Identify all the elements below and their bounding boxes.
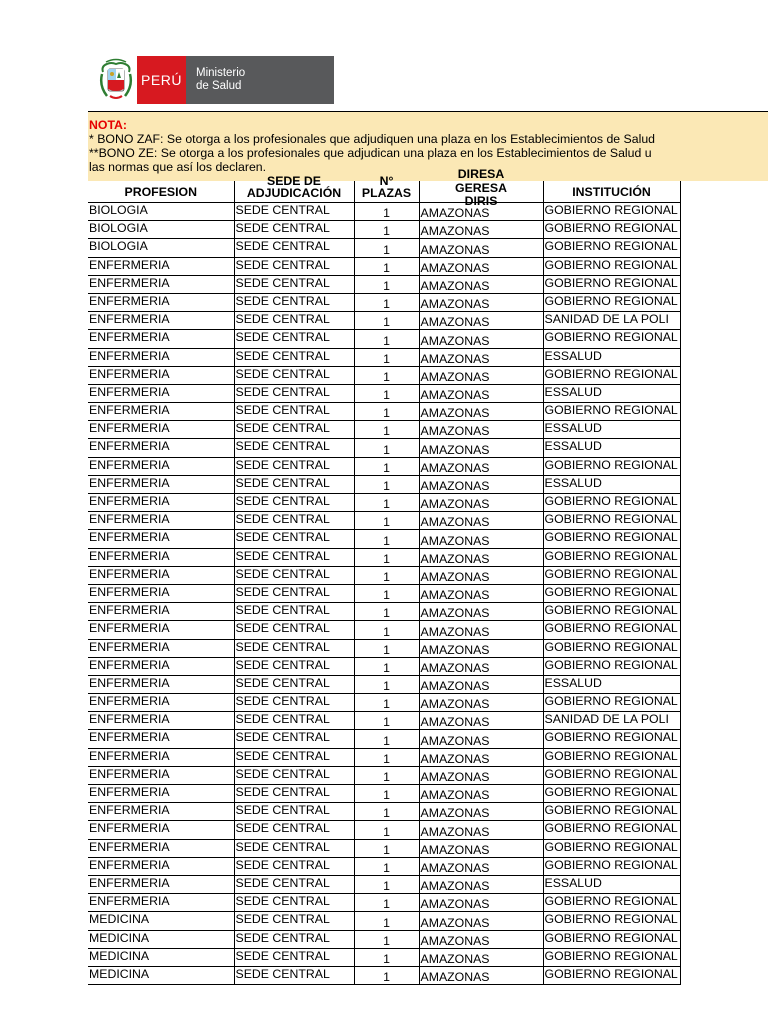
- table-row: [88, 785, 680, 803]
- cell-institucion: ESSALUD: [543, 348, 680, 366]
- cell-profesion: ENFERMERIA: [88, 821, 234, 839]
- cell-institucion: SANIDAD DE LA POLI: [543, 312, 680, 330]
- header-plazas-line-2: PLAZAS: [361, 186, 412, 200]
- cell-institucion: GOBIERNO REGIONAL: [543, 566, 680, 584]
- cell-diresa: AMAZONAS: [419, 875, 543, 893]
- cell-profesion: ENFERMERIA: [88, 494, 234, 512]
- cell-plazas: 1: [354, 584, 419, 602]
- cell-profesion: ENFERMERIA: [88, 803, 234, 821]
- cell-profesion: ENFERMERIA: [88, 748, 234, 766]
- cell-institucion: GOBIERNO REGIONAL: [543, 275, 680, 293]
- cell-diresa: AMAZONAS: [419, 494, 543, 512]
- cell-diresa: AMAZONAS: [419, 857, 543, 875]
- cell-sede: SEDE CENTRAL: [234, 712, 354, 730]
- cell-institucion: GOBIERNO REGIONAL: [543, 403, 680, 421]
- header-diresa-line-3: DIRIS: [464, 194, 498, 208]
- cell-plazas: 1: [354, 221, 419, 239]
- ministry-line-1: Ministerio: [196, 67, 246, 79]
- cell-plazas: 1: [354, 439, 419, 457]
- cell-profesion: ENFERMERIA: [88, 694, 234, 712]
- cell-institucion: GOBIERNO REGIONAL: [543, 766, 680, 784]
- cell-plazas: 1: [354, 712, 419, 730]
- ministry-line-2: de Salud: [196, 80, 242, 92]
- cell-plazas: 1: [354, 603, 419, 621]
- cell-plazas: 1: [354, 966, 419, 984]
- cell-institucion: GOBIERNO REGIONAL: [543, 730, 680, 748]
- cell-profesion: BIOLOGIA: [88, 239, 234, 257]
- note-line-1: * BONO ZAF: Se otorga a los profesionales que adjudiquen una plaza en los Establecimientos de Salud: [89, 132, 655, 146]
- cell-plazas: 1: [354, 748, 419, 766]
- cell-profesion: BIOLOGIA: [88, 203, 234, 221]
- table-row: [88, 584, 680, 602]
- table-row: [88, 494, 680, 512]
- cell-institucion: ESSALUD: [543, 675, 680, 693]
- cell-diresa: AMAZONAS: [419, 366, 543, 384]
- cell-institucion: GOBIERNO REGIONAL: [543, 821, 680, 839]
- table-row: [88, 203, 680, 221]
- cell-diresa: AMAZONAS: [419, 239, 543, 257]
- cell-plazas: 1: [354, 930, 419, 948]
- cell-sede: SEDE CENTRAL: [234, 330, 354, 348]
- cell-plazas: 1: [354, 621, 419, 639]
- cell-sede: SEDE CENTRAL: [234, 530, 354, 548]
- table-row: [88, 912, 680, 930]
- cell-sede: SEDE CENTRAL: [234, 930, 354, 948]
- table-row: [88, 548, 680, 566]
- cell-plazas: 1: [354, 203, 419, 221]
- cell-sede: SEDE CENTRAL: [234, 475, 354, 493]
- cell-diresa: AMAZONAS: [419, 384, 543, 402]
- table-row: [88, 275, 680, 293]
- table-row: [88, 475, 680, 493]
- cell-sede: SEDE CENTRAL: [234, 366, 354, 384]
- cell-diresa: AMAZONAS: [419, 548, 543, 566]
- cell-diresa: AMAZONAS: [419, 766, 543, 784]
- cell-institucion: GOBIERNO REGIONAL: [543, 966, 680, 984]
- cell-sede: SEDE CENTRAL: [234, 657, 354, 675]
- cell-sede: SEDE CENTRAL: [234, 639, 354, 657]
- cell-profesion: ENFERMERIA: [88, 330, 234, 348]
- cell-plazas: 1: [354, 293, 419, 311]
- cell-plazas: 1: [354, 312, 419, 330]
- cell-diresa: AMAZONAS: [419, 730, 543, 748]
- table-body: [88, 203, 680, 985]
- header-diresa-line-1: DIRESA: [457, 167, 505, 181]
- cell-plazas: 1: [354, 566, 419, 584]
- cell-institucion: GOBIERNO REGIONAL: [543, 603, 680, 621]
- table-row: [88, 639, 680, 657]
- table-row: [88, 439, 680, 457]
- cell-institucion: GOBIERNO REGIONAL: [543, 203, 680, 221]
- table-row: [88, 221, 680, 239]
- cell-sede: SEDE CENTRAL: [234, 421, 354, 439]
- cell-profesion: ENFERMERIA: [88, 530, 234, 548]
- cell-institucion: GOBIERNO REGIONAL: [543, 912, 680, 930]
- cell-sede: SEDE CENTRAL: [234, 494, 354, 512]
- cell-profesion: ENFERMERIA: [88, 348, 234, 366]
- cell-plazas: 1: [354, 839, 419, 857]
- cell-sede: SEDE CENTRAL: [234, 293, 354, 311]
- table-row: [88, 330, 680, 348]
- cell-plazas: 1: [354, 657, 419, 675]
- header-plazas-line-1: N°: [379, 174, 394, 188]
- cell-profesion: MEDICINA: [88, 948, 234, 966]
- cell-institucion: GOBIERNO REGIONAL: [543, 584, 680, 602]
- cell-profesion: ENFERMERIA: [88, 421, 234, 439]
- header-sede: [234, 174, 354, 203]
- cell-plazas: 1: [354, 548, 419, 566]
- cell-diresa: AMAZONAS: [419, 257, 543, 275]
- cell-sede: SEDE CENTRAL: [234, 875, 354, 893]
- cell-diresa: AMAZONAS: [419, 966, 543, 984]
- cell-plazas: 1: [354, 275, 419, 293]
- cell-plazas: 1: [354, 494, 419, 512]
- cell-profesion: ENFERMERIA: [88, 366, 234, 384]
- cell-institucion: GOBIERNO REGIONAL: [543, 530, 680, 548]
- cell-diresa: AMAZONAS: [419, 839, 543, 857]
- cell-profesion: ENFERMERIA: [88, 384, 234, 402]
- cell-diresa: AMAZONAS: [419, 621, 543, 639]
- cell-sede: SEDE CENTRAL: [234, 221, 354, 239]
- cell-plazas: 1: [354, 348, 419, 366]
- cell-profesion: ENFERMERIA: [88, 457, 234, 475]
- cell-profesion: ENFERMERIA: [88, 603, 234, 621]
- cell-profesion: BIOLOGIA: [88, 221, 234, 239]
- cell-plazas: 1: [354, 694, 419, 712]
- table-row: [88, 766, 680, 784]
- cell-profesion: ENFERMERIA: [88, 857, 234, 875]
- cell-sede: SEDE CENTRAL: [234, 548, 354, 566]
- cell-plazas: 1: [354, 403, 419, 421]
- cell-plazas: 1: [354, 639, 419, 657]
- cell-institucion: GOBIERNO REGIONAL: [543, 639, 680, 657]
- table-row: [88, 948, 680, 966]
- table-row: [88, 621, 680, 639]
- cell-institucion: GOBIERNO REGIONAL: [543, 512, 680, 530]
- cell-diresa: AMAZONAS: [419, 566, 543, 584]
- cell-diresa: AMAZONAS: [419, 712, 543, 730]
- table-row: [88, 857, 680, 875]
- cell-plazas: 1: [354, 766, 419, 784]
- cell-profesion: ENFERMERIA: [88, 584, 234, 602]
- table-row: [88, 403, 680, 421]
- cell-sede: SEDE CENTRAL: [234, 439, 354, 457]
- cell-plazas: 1: [354, 675, 419, 693]
- cell-diresa: AMAZONAS: [419, 748, 543, 766]
- cell-plazas: 1: [354, 730, 419, 748]
- cell-institucion: GOBIERNO REGIONAL: [543, 239, 680, 257]
- cell-institucion: GOBIERNO REGIONAL: [543, 293, 680, 311]
- cell-diresa: AMAZONAS: [419, 330, 543, 348]
- cell-sede: SEDE CENTRAL: [234, 748, 354, 766]
- cell-plazas: 1: [354, 875, 419, 893]
- table-row: [88, 421, 680, 439]
- cell-institucion: SANIDAD DE LA POLI: [543, 712, 680, 730]
- cell-institucion: GOBIERNO REGIONAL: [543, 548, 680, 566]
- cell-sede: SEDE CENTRAL: [234, 257, 354, 275]
- note-title: NOTA:: [89, 118, 128, 132]
- cell-diresa: AMAZONAS: [419, 912, 543, 930]
- cell-profesion: ENFERMERIA: [88, 875, 234, 893]
- cell-profesion: ENFERMERIA: [88, 712, 234, 730]
- cell-plazas: 1: [354, 257, 419, 275]
- cell-diresa: AMAZONAS: [419, 930, 543, 948]
- table-row: [88, 966, 680, 984]
- table-row: [88, 894, 680, 912]
- cell-diresa: AMAZONAS: [419, 948, 543, 966]
- table-row: [88, 603, 680, 621]
- cell-diresa: AMAZONAS: [419, 312, 543, 330]
- cell-plazas: 1: [354, 421, 419, 439]
- cell-institucion: GOBIERNO REGIONAL: [543, 839, 680, 857]
- cell-profesion: ENFERMERIA: [88, 403, 234, 421]
- table-row: [88, 748, 680, 766]
- cell-plazas: 1: [354, 366, 419, 384]
- cell-plazas: 1: [354, 330, 419, 348]
- cell-institucion: GOBIERNO REGIONAL: [543, 621, 680, 639]
- cell-diresa: AMAZONAS: [419, 894, 543, 912]
- cell-plazas: 1: [354, 475, 419, 493]
- cell-diresa: AMAZONAS: [419, 675, 543, 693]
- cell-profesion: ENFERMERIA: [88, 766, 234, 784]
- cell-profesion: MEDICINA: [88, 912, 234, 930]
- table-row: [88, 712, 680, 730]
- header-sede-line-1: SEDE DE: [267, 174, 321, 188]
- cell-sede: SEDE CENTRAL: [234, 948, 354, 966]
- cell-institucion: GOBIERNO REGIONAL: [543, 330, 680, 348]
- note-line-2: **BONO ZE: Se otorga a los profesionales que adjudican una plaza en los Establecimientos de Salud u: [89, 146, 652, 160]
- cell-profesion: MEDICINA: [88, 966, 234, 984]
- cell-profesion: ENFERMERIA: [88, 730, 234, 748]
- cell-plazas: 1: [354, 512, 419, 530]
- cell-diresa: AMAZONAS: [419, 221, 543, 239]
- cell-diresa: AMAZONAS: [419, 803, 543, 821]
- cell-institucion: ESSALUD: [543, 875, 680, 893]
- cell-institucion: GOBIERNO REGIONAL: [543, 894, 680, 912]
- cell-sede: SEDE CENTRAL: [234, 894, 354, 912]
- cell-sede: SEDE CENTRAL: [234, 730, 354, 748]
- cell-sede: SEDE CENTRAL: [234, 275, 354, 293]
- cell-profesion: ENFERMERIA: [88, 785, 234, 803]
- cell-institucion: GOBIERNO REGIONAL: [543, 857, 680, 875]
- cell-profesion: ENFERMERIA: [88, 639, 234, 657]
- cell-diresa: AMAZONAS: [419, 475, 543, 493]
- cell-sede: SEDE CENTRAL: [234, 584, 354, 602]
- cell-sede: SEDE CENTRAL: [234, 675, 354, 693]
- cell-diresa: AMAZONAS: [419, 275, 543, 293]
- cell-institucion: GOBIERNO REGIONAL: [543, 221, 680, 239]
- header-diresa: [419, 167, 543, 208]
- cell-diresa: AMAZONAS: [419, 603, 543, 621]
- cell-institucion: ESSALUD: [543, 475, 680, 493]
- cell-institucion: GOBIERNO REGIONAL: [543, 948, 680, 966]
- cell-profesion: ENFERMERIA: [88, 257, 234, 275]
- cell-profesion: ENFERMERIA: [88, 439, 234, 457]
- cell-sede: SEDE CENTRAL: [234, 694, 354, 712]
- ministry-label: [186, 56, 334, 104]
- cell-plazas: 1: [354, 239, 419, 257]
- cell-institucion: ESSALUD: [543, 384, 680, 402]
- cell-plazas: 1: [354, 803, 419, 821]
- cell-plazas: 1: [354, 785, 419, 803]
- table-row: [88, 348, 680, 366]
- cell-institucion: GOBIERNO REGIONAL: [543, 748, 680, 766]
- cell-profesion: ENFERMERIA: [88, 475, 234, 493]
- cell-profesion: ENFERMERIA: [88, 293, 234, 311]
- cell-sede: SEDE CENTRAL: [234, 766, 354, 784]
- cell-profesion: ENFERMERIA: [88, 894, 234, 912]
- table-row: [88, 875, 680, 893]
- cell-diresa: AMAZONAS: [419, 439, 543, 457]
- cell-institucion: GOBIERNO REGIONAL: [543, 657, 680, 675]
- cell-sede: SEDE CENTRAL: [234, 803, 354, 821]
- cell-diresa: AMAZONAS: [419, 785, 543, 803]
- cell-sede: SEDE CENTRAL: [234, 839, 354, 857]
- cell-profesion: ENFERMERIA: [88, 275, 234, 293]
- cell-diresa: AMAZONAS: [419, 694, 543, 712]
- cell-plazas: 1: [354, 530, 419, 548]
- cell-sede: SEDE CENTRAL: [234, 312, 354, 330]
- cell-diresa: AMAZONAS: [419, 348, 543, 366]
- cell-diresa: AMAZONAS: [419, 530, 543, 548]
- cell-institucion: GOBIERNO REGIONAL: [543, 257, 680, 275]
- table-row: [88, 312, 680, 330]
- table-row: [88, 930, 680, 948]
- cell-sede: SEDE CENTRAL: [234, 566, 354, 584]
- cell-diresa: AMAZONAS: [419, 639, 543, 657]
- cell-sede: SEDE CENTRAL: [234, 348, 354, 366]
- minsa-logo: [95, 56, 334, 104]
- cell-profesion: ENFERMERIA: [88, 839, 234, 857]
- header-institucion: INSTITUCIÓN: [543, 181, 680, 203]
- cell-institucion: GOBIERNO REGIONAL: [543, 366, 680, 384]
- table-row: [88, 675, 680, 693]
- cell-institucion: GOBIERNO REGIONAL: [543, 785, 680, 803]
- table-row: [88, 803, 680, 821]
- cell-institucion: GOBIERNO REGIONAL: [543, 457, 680, 475]
- cell-sede: SEDE CENTRAL: [234, 621, 354, 639]
- cell-sede: SEDE CENTRAL: [234, 384, 354, 402]
- table-row: [88, 384, 680, 402]
- cell-diresa: AMAZONAS: [419, 203, 543, 221]
- cell-sede: SEDE CENTRAL: [234, 785, 354, 803]
- table-row: [88, 530, 680, 548]
- cell-diresa: AMAZONAS: [419, 421, 543, 439]
- table-row: [88, 821, 680, 839]
- cell-sede: SEDE CENTRAL: [234, 457, 354, 475]
- table-row: [88, 257, 680, 275]
- cell-diresa: AMAZONAS: [419, 293, 543, 311]
- table-header-row: [88, 181, 680, 203]
- cell-profesion: ENFERMERIA: [88, 675, 234, 693]
- peru-coat-of-arms-icon: [95, 56, 137, 104]
- header-profesion: PROFESION: [88, 181, 234, 203]
- cell-sede: SEDE CENTRAL: [234, 403, 354, 421]
- cell-plazas: 1: [354, 821, 419, 839]
- cell-sede: SEDE CENTRAL: [234, 966, 354, 984]
- header-plazas: [354, 174, 419, 203]
- table-row: [88, 566, 680, 584]
- cell-plazas: 1: [354, 457, 419, 475]
- cell-profesion: ENFERMERIA: [88, 566, 234, 584]
- table-row: [88, 239, 680, 257]
- cell-diresa: AMAZONAS: [419, 657, 543, 675]
- header-diresa-line-2: GERESA: [455, 180, 507, 195]
- cell-institucion: GOBIERNO REGIONAL: [543, 803, 680, 821]
- cell-diresa: AMAZONAS: [419, 512, 543, 530]
- table-row: [88, 366, 680, 384]
- cell-institucion: ESSALUD: [543, 439, 680, 457]
- cell-diresa: AMAZONAS: [419, 584, 543, 602]
- cell-plazas: 1: [354, 948, 419, 966]
- table-row: [88, 694, 680, 712]
- peru-label: PERÚ: [137, 56, 186, 104]
- cell-sede: SEDE CENTRAL: [234, 821, 354, 839]
- cell-institucion: GOBIERNO REGIONAL: [543, 930, 680, 948]
- table-row: [88, 512, 680, 530]
- table-row: [88, 730, 680, 748]
- cell-diresa: AMAZONAS: [419, 457, 543, 475]
- cell-profesion: ENFERMERIA: [88, 548, 234, 566]
- note-line-3: las normas que así los declaren.: [89, 160, 267, 174]
- cell-profesion: ENFERMERIA: [88, 657, 234, 675]
- cell-sede: SEDE CENTRAL: [234, 203, 354, 221]
- cell-institucion: GOBIERNO REGIONAL: [543, 694, 680, 712]
- cell-diresa: AMAZONAS: [419, 403, 543, 421]
- cell-profesion: MEDICINA: [88, 930, 234, 948]
- cell-sede: SEDE CENTRAL: [234, 512, 354, 530]
- header-sede-line-2: ADJUDICACIÓN: [246, 186, 342, 200]
- cell-sede: SEDE CENTRAL: [234, 857, 354, 875]
- cell-institucion: ESSALUD: [543, 421, 680, 439]
- cell-sede: SEDE CENTRAL: [234, 603, 354, 621]
- cell-profesion: ENFERMERIA: [88, 512, 234, 530]
- table-row: [88, 839, 680, 857]
- cell-diresa: AMAZONAS: [419, 821, 543, 839]
- table-row: [88, 657, 680, 675]
- cell-profesion: ENFERMERIA: [88, 312, 234, 330]
- cell-plazas: 1: [354, 384, 419, 402]
- cell-plazas: 1: [354, 857, 419, 875]
- table-row: [88, 457, 680, 475]
- cell-plazas: 1: [354, 894, 419, 912]
- cell-plazas: 1: [354, 912, 419, 930]
- cell-institucion: GOBIERNO REGIONAL: [543, 494, 680, 512]
- cell-sede: SEDE CENTRAL: [234, 239, 354, 257]
- cell-profesion: ENFERMERIA: [88, 621, 234, 639]
- cell-sede: SEDE CENTRAL: [234, 912, 354, 930]
- table-row: [88, 293, 680, 311]
